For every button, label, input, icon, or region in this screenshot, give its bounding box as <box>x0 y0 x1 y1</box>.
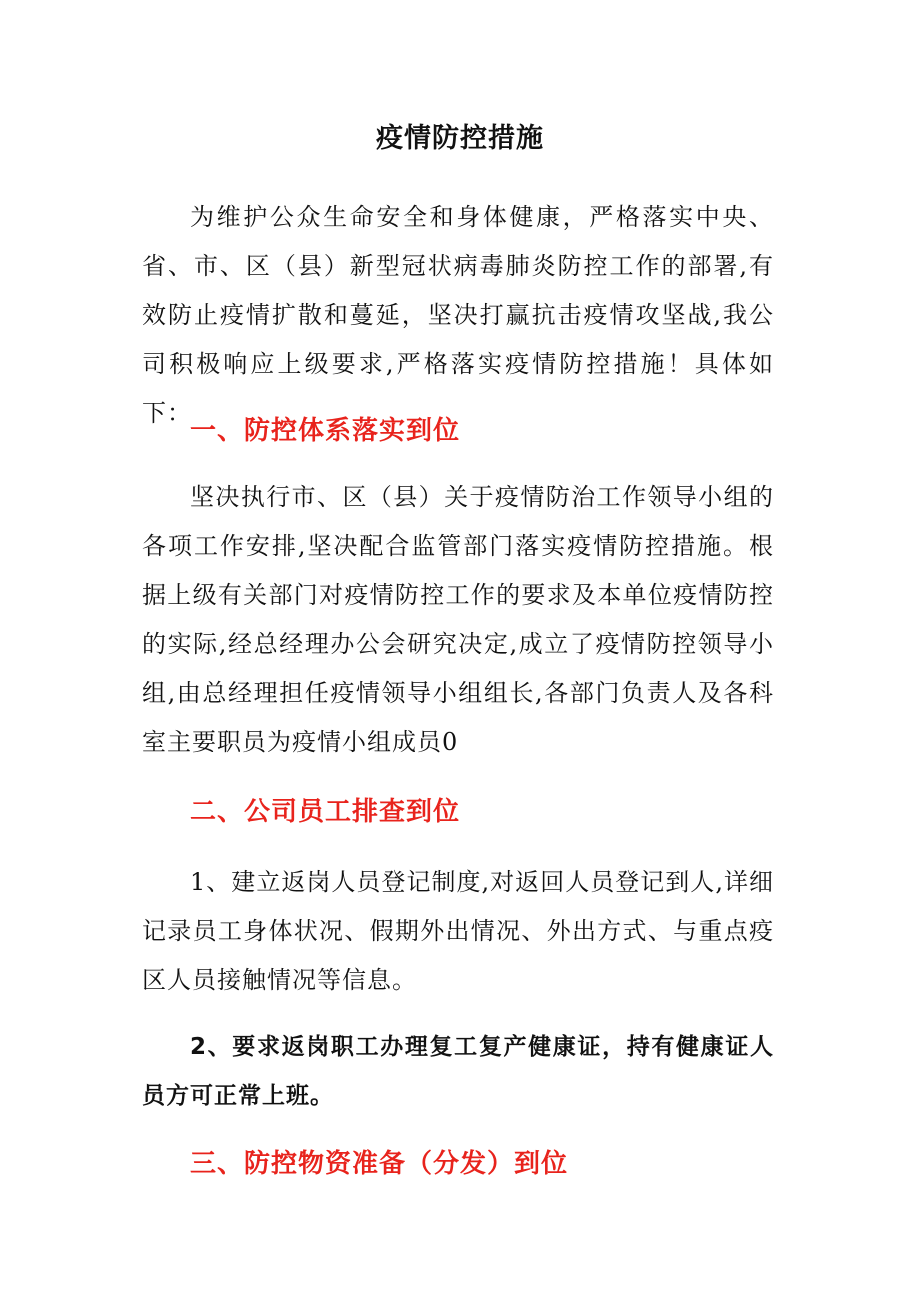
section-1-paragraph-1: 坚决执行市、区（县）关于疫情防治工作领导小组的各项工作安排,坚决配合监管部门落实疫情防控措施。根据上级有关部门对疫情防控工作的要求及本单位疫情防控的实际,经总经理办公会研究决定,成立了疫情防控领导小组,由总经理担任疫情领导小组组长,各部门负责人及各科室主要职员为疫情小组成员0 <box>142 483 774 756</box>
section-1-heading: 一、防控体系落实到位 <box>190 416 461 446</box>
section-2-paragraph-2: 2、要求返岗职工办理复工复产健康证，持有健康证人员方可正常上班。 <box>142 1034 774 1109</box>
intro-paragraph: 为维护公众生命安全和身体健康，严格落实中央、省、市、区（县）新型冠状病毒肺炎防控工作的部署,有效防止疫情扩散和蔓延，坚决打赢抗击疫情攻坚战,我公司积极响应上级要求,严格落实疫情防控措施！具体如下： <box>142 203 774 427</box>
section-2-paragraph-1: 1、建立返岗人员登记制度,对返回人员登记到人,详细记录员工身体状况、假期外出情况、外出方式、与重点疫区人员接触情况等信息。 <box>142 868 774 994</box>
document-title: 疫情防控措施 <box>376 123 544 154</box>
section-3-heading: 三、防控物资准备（分发）到位 <box>190 1149 569 1179</box>
section-2-heading: 二、公司员工排查到位 <box>190 797 461 827</box>
